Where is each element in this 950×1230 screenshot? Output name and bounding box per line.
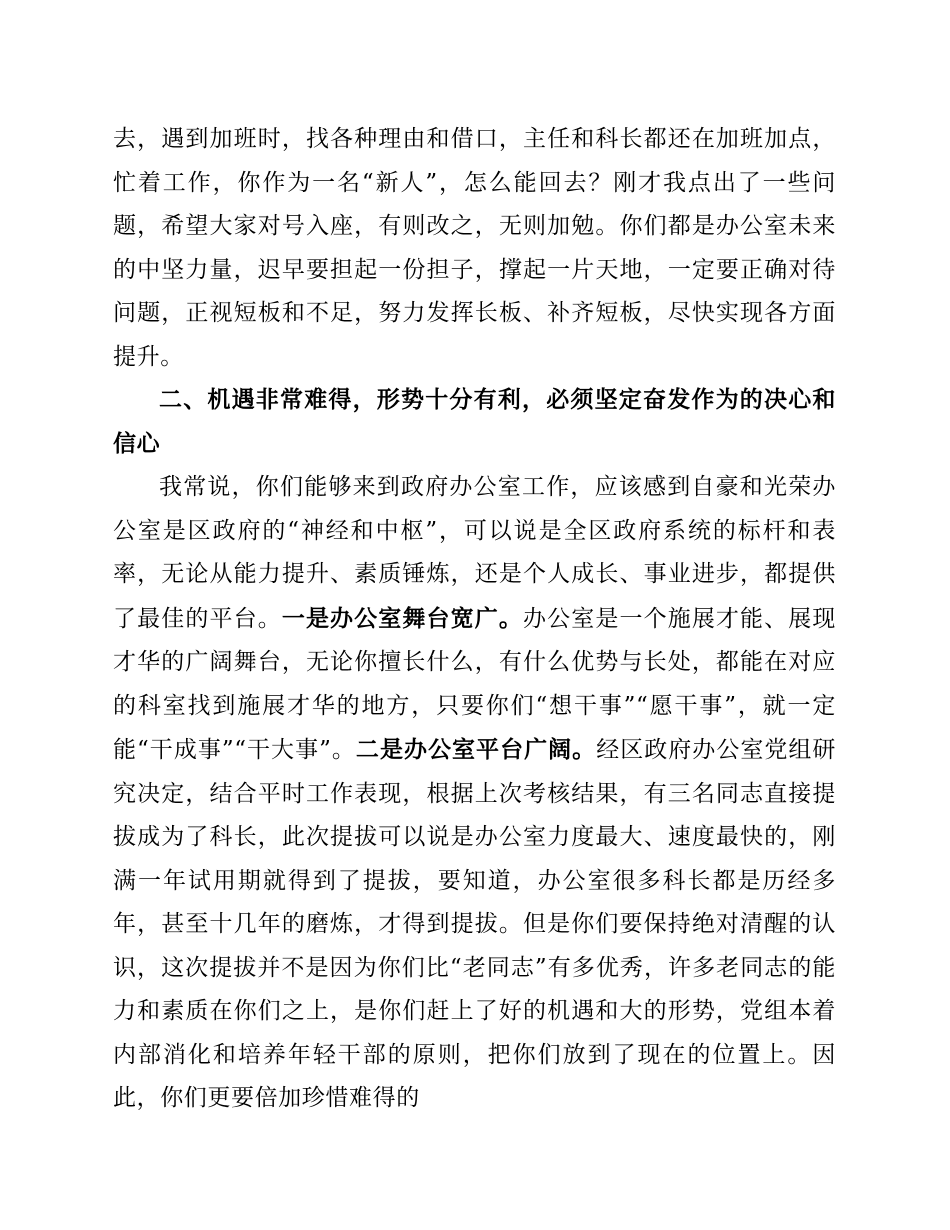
bold-point-2: 二是办公室平台广阔。	[355, 736, 597, 763]
document-body	[113, 118, 836, 1121]
paragraph-text: 经区政府办公室党组研究决定，结合平时工作表现，根据上次考核结果，有三名同志直接提拔成为了科长，此次提拔可以说是办公室力度最大、速度最快的，刚满一年试用期就得到了提拔，要知道，办公室很多科长都是历经多年，甚至十几年的磨炼，才得到提拔。但是你们要保持绝对清醒的认识，这次提拔并不是因为你们比“老同志”有多优秀，许多老同志的能力和素质在你们之上，是你们赶上了好的机遇和大的形势，党组本着内部消化和培养年轻干部的原则，把你们放到了现在的位置上。因此，你们更要倍加珍惜难得的	[113, 737, 837, 1111]
paragraph-text: 办公室是一个施展才能、展现才华的广阔舞台，无论你擅长什么，有什么优势与长处，都能在对应的科室找到施展才华的地方，只要你们“想干事”“愿干事”，就一定能“干成事”“干大事”。	[113, 605, 837, 763]
paragraph-text: 我常说，你们能够来到政府办公室工作，应该感到自豪和光荣办公室是区政府的“神经和中枢”，可以说是全区政府系统的标杆和表率，无论从能力提升、素质锤炼，还是个人成长、事业进步，都提供了最佳的平台。	[113, 474, 836, 632]
section-heading-2: 二、机遇非常难得，形势十分有利，必须坚定奋发作为的决心和信心	[113, 387, 836, 457]
bold-point-1: 一是办公室舞台宽广。	[281, 604, 523, 632]
paragraph-opportunity	[113, 466, 836, 1121]
paragraph-continued: 去，遇到加班时，找各种理由和借口，主任和科长都还在加班加点，忙着工作，你作为一名“新人”，怎么能回去？刚才我点出了一些问题，希望大家对号入座，有则改之，无则加勉。你们都是办公室未来的中坚力量，迟早要担起一份担子，撑起一片天地，一定要正确对待问题，正视短板和不足，努力发挥长板、补齐短板，尽快实现各方面提升。	[113, 126, 836, 370]
